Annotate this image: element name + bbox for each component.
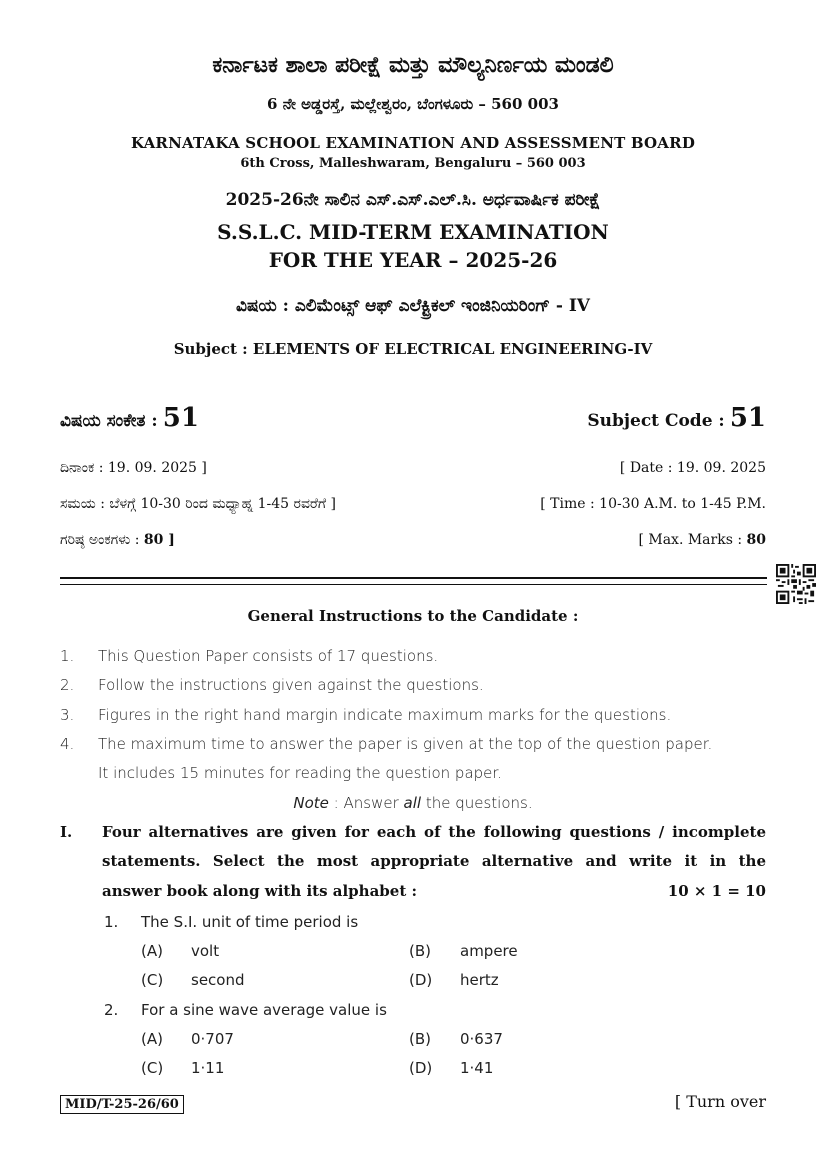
- exam-title-english-line1: S.S.L.C. MID-TERM EXAMINATION: [217, 220, 609, 244]
- instruction-4-text-continued: It includes 15 minutes for reading the question paper.: [98, 764, 502, 782]
- subject-code-english-value: 51: [729, 403, 766, 433]
- max-marks-kannada-label: ಗರಿಷ್ಠ ಅಂಕಗಳು :: [60, 532, 140, 548]
- turn-over-label: [ Turn over: [674, 1092, 766, 1111]
- divider-top: [60, 577, 767, 579]
- subject-code-kannada: [60, 403, 199, 433]
- question-1-option-b-key: (B): [409, 942, 431, 960]
- board-address-english: 6th Cross, Malleshwaram, Bengaluru – 560 003: [240, 156, 586, 171]
- question-2-text: For a sine wave average value is: [141, 1001, 387, 1019]
- instruction-1-number: 1.: [60, 647, 75, 665]
- section-number: I.: [60, 823, 73, 841]
- max-marks-english-label: [ Max. Marks :: [638, 532, 743, 548]
- question-2-option-c-key: (C): [141, 1059, 164, 1077]
- question-1-option-d-text: hertz: [460, 971, 499, 989]
- max-marks-english: [638, 532, 766, 548]
- time-english: [ Time : 10-30 A.M. to 1-45 P.M.: [540, 496, 766, 512]
- date-kannada: ದಿನಾಂಕ : 19. 09. 2025 ]: [60, 460, 207, 476]
- question-2-option-c-text: 1·11: [191, 1059, 225, 1077]
- question-1-number: 1.: [104, 913, 119, 931]
- subject-code-english-label: Subject Code :: [587, 411, 725, 431]
- note-line: [0, 794, 826, 812]
- date-english: [ Date : 19. 09. 2025: [619, 460, 766, 476]
- instruction-2-text: Follow the instructions given against the questions.: [98, 676, 484, 694]
- instruction-3-number: 3.: [60, 706, 75, 724]
- question-2-option-d-text: 1·41: [460, 1059, 494, 1077]
- subject-code-english: [587, 403, 766, 433]
- question-1-option-d-key: (D): [409, 971, 433, 989]
- subject-code-kannada-value: 51: [162, 403, 199, 433]
- question-1-option-a-text: volt: [191, 942, 220, 960]
- subject-english: Subject : ELEMENTS OF ELECTRICAL ENGINEERING-IV: [173, 340, 653, 358]
- question-1-text: The S.I. unit of time period is: [141, 913, 359, 931]
- question-1-option-c-text: second: [191, 971, 245, 989]
- max-marks-english-value: 80: [746, 532, 766, 548]
- note-text: : Answer: [328, 794, 404, 812]
- note-label: Note: [293, 794, 329, 812]
- board-title-kannada: ಕರ್ನಾಟಕ ಶಾಲಾ ಪರೀಕ್ಷೆ ಮತ್ತು ಮೌಲ್ಯನಿರ್ಣಯ ಮಂಡಲಿ: [212, 52, 614, 78]
- question-2-option-a-key: (A): [141, 1030, 163, 1048]
- instruction-4-number: 4.: [60, 735, 75, 753]
- note-end: the questions.: [421, 794, 533, 812]
- subject-kannada: ವಿಷಯ : ಎಲಿಮೆಂಟ್ಸ್ ಆಫ್ ಎಲೆಕ್ಟ್ರಿಕಲ್ ಇಂಜಿನಿಯರಿಂಗ್ - IV: [236, 296, 590, 316]
- max-marks-kannada: [60, 532, 175, 548]
- exam-title-kannada: 2025-26ನೇ ಸಾಲಿನ ಎಸ್.ಎಸ್.ಎಲ್.ಸಿ. ಅರ್ಧವಾರ್ಷಿಕ ಪರೀಕ್ಷೆ: [225, 190, 601, 210]
- max-marks-kannada-value: 80 ]: [143, 532, 175, 548]
- question-1-option-a-key: (A): [141, 942, 163, 960]
- section-marks: 10 × 1 = 10: [667, 882, 766, 900]
- question-2-option-d-key: (D): [409, 1059, 433, 1077]
- board-title-english: KARNATAKA SCHOOL EXAMINATION AND ASSESSMENT BOARD: [130, 134, 696, 152]
- board-address-kannada: 6 ನೇ ಅಡ್ಡರಸ್ತೆ, ಮಲ್ಲೇಶ್ವರಂ, ಬೆಂಗಳೂರು – 560 003: [267, 95, 559, 113]
- exam-title-english-line2: FOR THE YEAR – 2025-26: [268, 248, 558, 272]
- question-2-option-b-text: 0·637: [460, 1030, 503, 1048]
- instruction-2-number: 2.: [60, 676, 75, 694]
- instruction-4-text: The maximum time to answer the paper is given at the top of the question paper.: [98, 735, 713, 753]
- qr-code-icon: [776, 564, 816, 604]
- section-instruction-line3: answer book along with its alphabet :: [102, 882, 418, 900]
- instruction-3-text: Figures in the right hand margin indicate maximum marks for the questions.: [98, 706, 672, 724]
- question-2-number: 2.: [104, 1001, 119, 1019]
- section-instruction-line2: statements. Select the most appropriate alternative and write it in the: [102, 852, 766, 870]
- question-2-option-a-text: 0·707: [191, 1030, 234, 1048]
- question-1-option-c-key: (C): [141, 971, 164, 989]
- question-2-option-b-key: (B): [409, 1030, 431, 1048]
- question-1-option-b-text: ampere: [460, 942, 518, 960]
- section-instruction-line1: Four alternatives are given for each of the following questions / incomplete: [102, 823, 766, 841]
- time-kannada: ಸಮಯ : ಬೆಳಗ್ಗೆ 10-30 ರಿಂದ ಮಧ್ಯಾಹ್ನ 1-45 ರವರೆಗೆ ]: [60, 496, 336, 512]
- note-emphasis: all: [403, 794, 422, 812]
- subject-code-kannada-label: ವಿಷಯ ಸಂಕೇತ :: [60, 411, 158, 431]
- instructions-heading: General Instructions to the Candidate :: [247, 607, 579, 625]
- divider-bottom: [60, 584, 767, 585]
- paper-code: MID/T-25-26/60: [60, 1095, 184, 1114]
- instruction-1-text: This Question Paper consists of 17 questions.: [98, 647, 439, 665]
